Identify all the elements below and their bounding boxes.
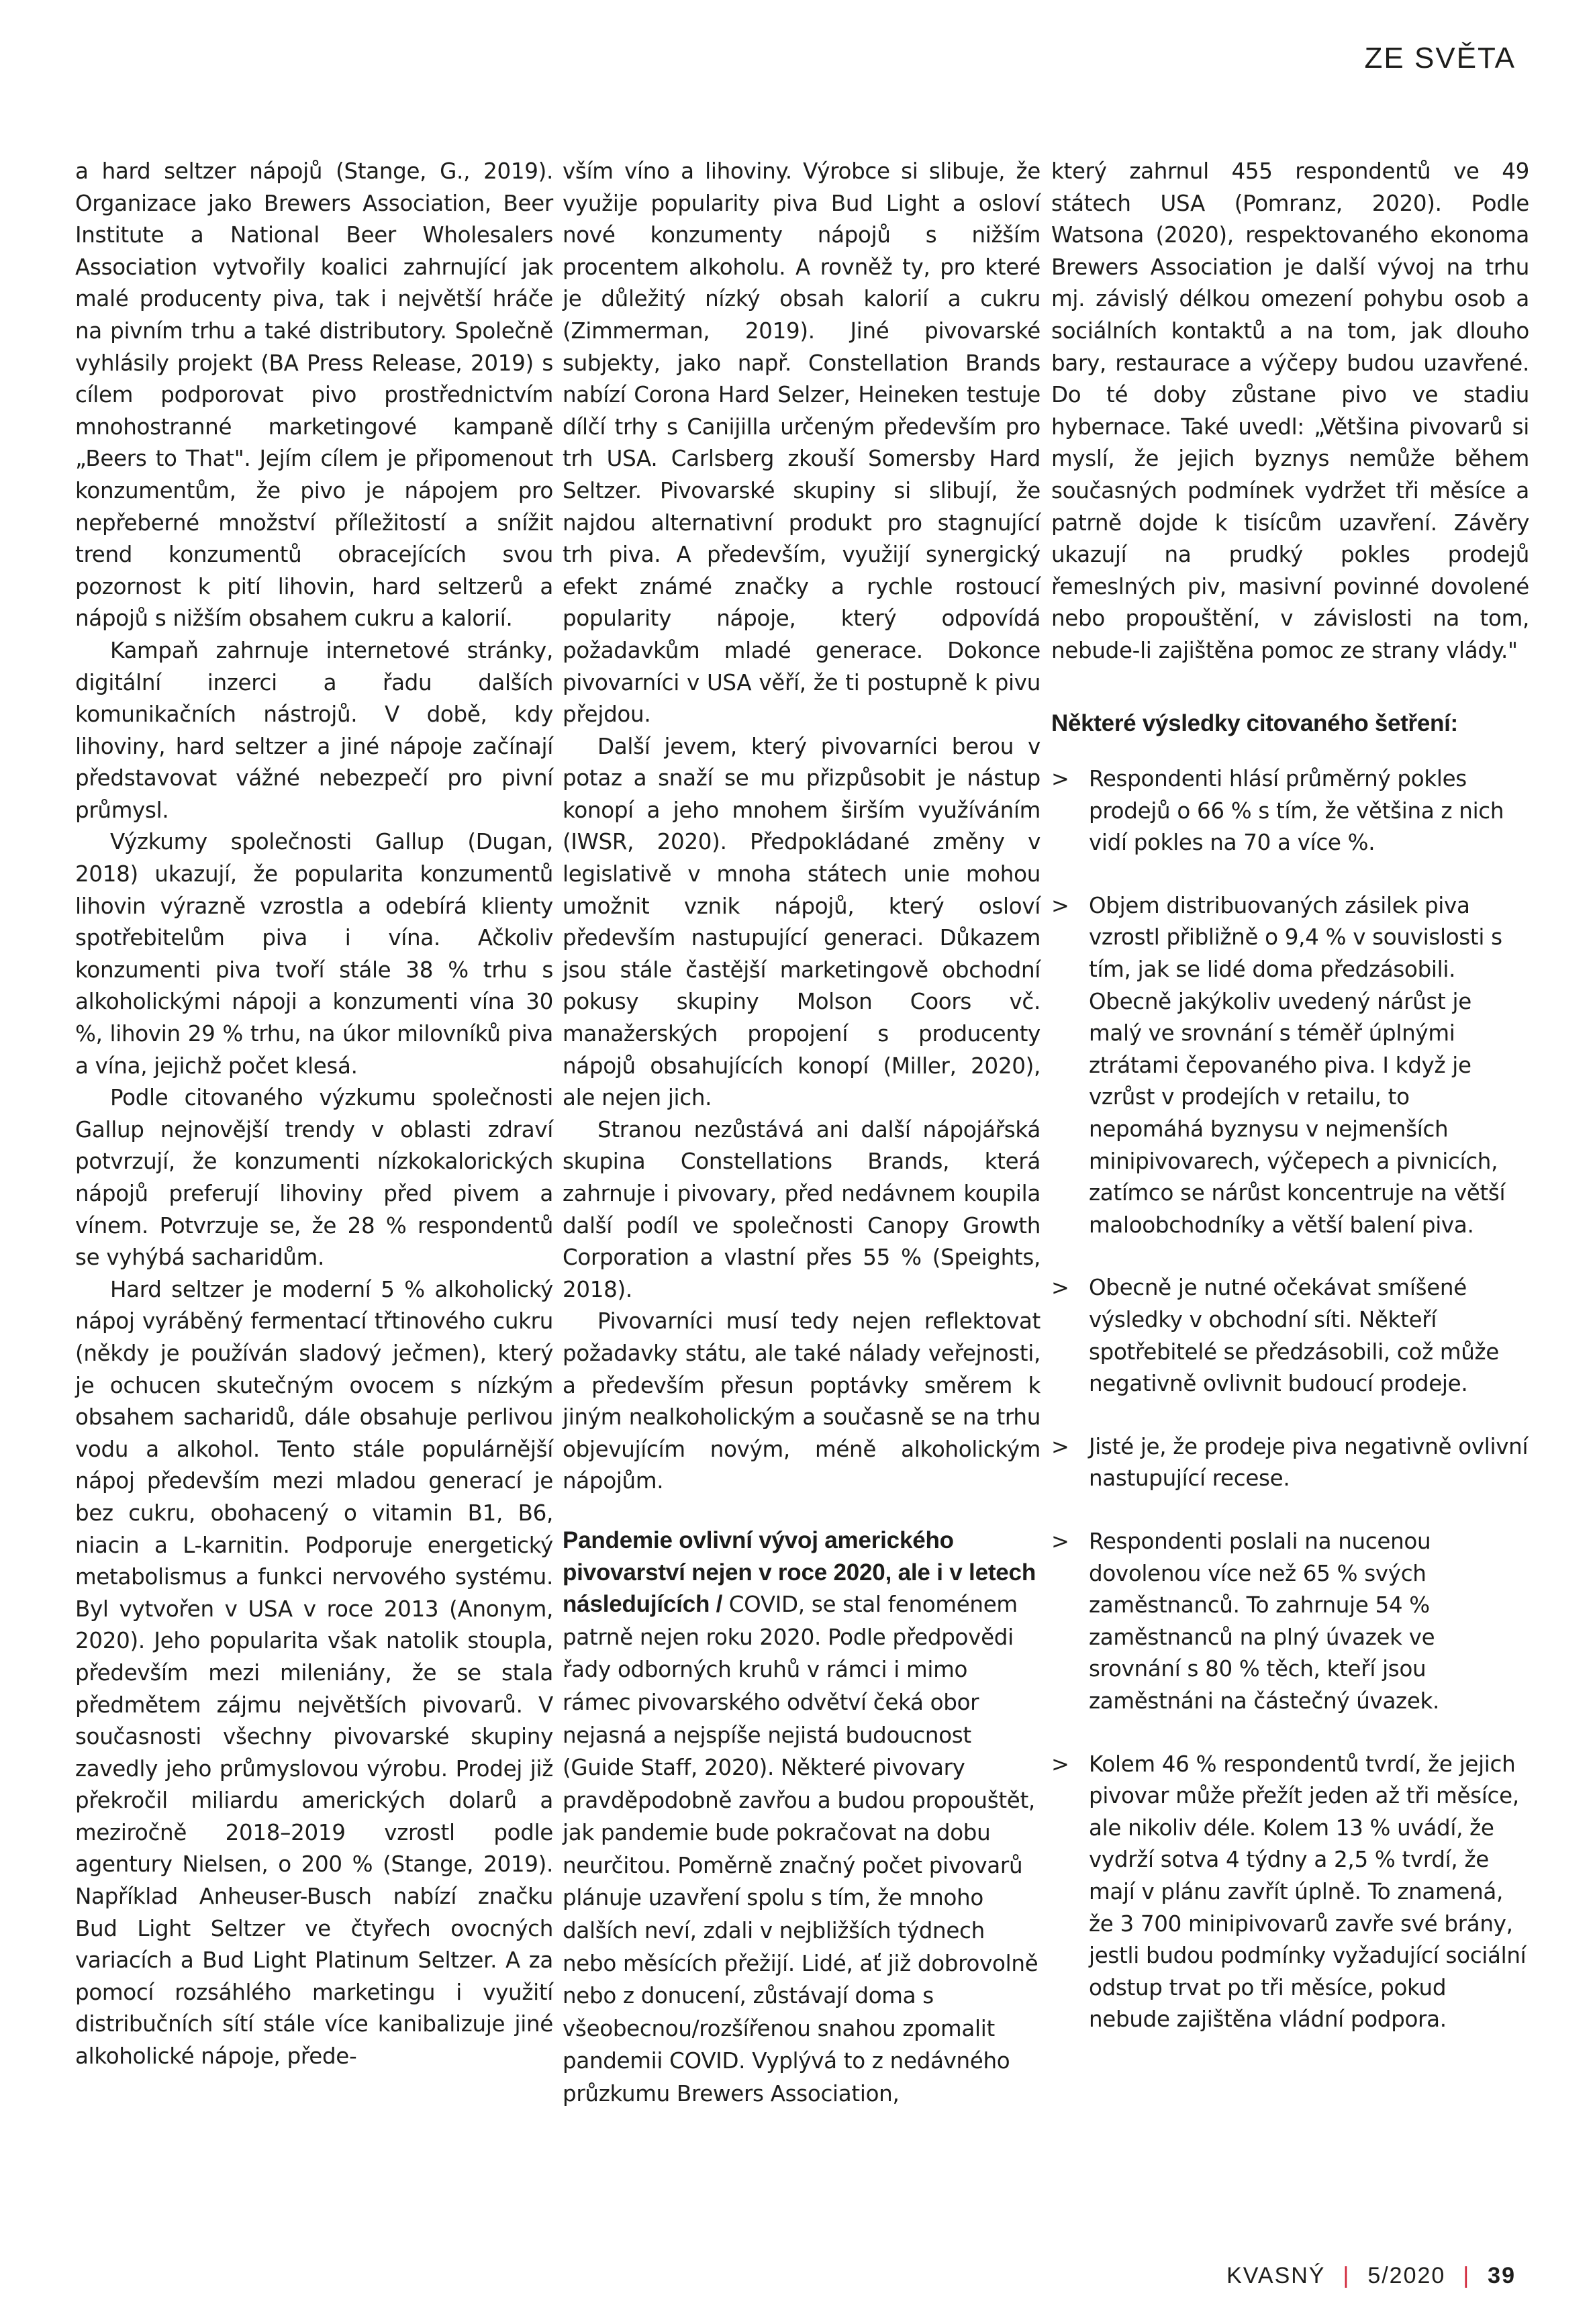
magazine-name: KVASNÝ xyxy=(1226,2263,1326,2288)
list-item-text: Obecně je nutné očekávat smíšené výsledky v obchodní síti. Někteří spotřebitelé se předzásobili, což může negativně ovlivnit budoucí prodeje. xyxy=(1089,1275,1499,1397)
column-2 xyxy=(563,156,1041,2111)
paragraph: Kampaň zahrnuje internetové stránky, digitální inzerci a řadu dalších komunikačních nástrojů. V době, kdy lihoviny, hard seltzer a jiné nápoje začínají představovat vážné nebezpečí pro pivní průmysl. xyxy=(75,637,553,823)
column-1 xyxy=(75,156,553,2073)
list-item xyxy=(1051,890,1529,1242)
paragraph: Stranou nezůstává ani další nápojářská skupina Constellations Brands, která zahrnuje i pivovary, před nedávnem koupila další podíl ve společnosti Canopy Growth Corporation a vlastní přes 55 % (Speights, 2018). xyxy=(563,1116,1041,1302)
list-item-text: Respondenti hlásí průměrný pokles prodejů o 66 % s tím, že většina z nich vidí pokles na 70 a více %. xyxy=(1089,766,1504,856)
footer-separator: | xyxy=(1463,2263,1471,2288)
list-item xyxy=(1051,1431,1529,1495)
subheading-slash: / xyxy=(710,1591,729,1618)
list-item-text: Objem distribuovaných zásilek piva vzrostl přibližně o 9,4 % v souvislosti s tím, jak se lidé doma předzásobili. Obecně jakýkoliv uvedený nárůst je malý ve srovnání s téměř úplnými ztrátami čepovaného piva. I když je vzrůst v prodejích v retailu, to nepomáhá byznysu v nejmenších minipivovarech, výčepech a pivnicích, zatímco se nárůst koncentruje na větší maloobchodníky a větší balení piva. xyxy=(1089,892,1506,1238)
chevron-right-icon: > xyxy=(1051,1528,1069,1554)
list-item xyxy=(1051,1749,1529,2036)
subheading-pandemic xyxy=(563,1524,1041,2111)
chevron-right-icon: > xyxy=(1051,1275,1069,1301)
list-item-text: Jisté je, že prodeje piva negativně ovlivní nastupující recese. xyxy=(1089,1433,1529,1492)
page-number: 39 xyxy=(1488,2263,1516,2288)
column-3 xyxy=(1051,156,1529,2067)
section-label: ZE SVĚTA xyxy=(1364,42,1516,75)
results-title: Některé výsledky citovaného šetření: xyxy=(1051,710,1458,736)
list-item xyxy=(1051,1272,1529,1400)
chevron-right-icon: > xyxy=(1051,1433,1069,1459)
paragraph: a hard seltzer nápojů (Stange, G., 2019). Organizace jako Brewers Association, Beer Institute a National Beer Wholesalers Association vytvořily koalici zahrnující jak malé producenty piva, tak i největší hráče na pivním trhu a také distributory. Společně vyhlásily projekt (BA Press Release, 2019) s cílem podporovat pivo prostřednictvím mnohostranné marketingové kampaně „Beers to That". Jejím cílem je připomenout konzumentům, že pivo je nápojem pro nepřeberné množství příležitostí a snížit trend konzumentů obracejících svou pozornost k pití lihovin, hard seltzerů a nápojů s nižším obsahem cukru a kalorií. xyxy=(75,158,553,632)
page-footer xyxy=(1226,2263,1516,2289)
subheading-title: Pandemie ovlivní vývoj amerického pivovarství nejen v roce 2020, ale i v letech následujících xyxy=(563,1527,1036,1618)
paragraph: Hard seltzer je moderní 5 % alkoholický nápoj vyráběný fermentací třtinového cukru (někdy je používán sladový ječmen), který je ochucen skutečným ovocem s nízkým obsahem sacharidů, dále obsahuje perlivou vodu a alkohol. Tento stále populárnější nápoj především mezi mladou generací je bez cukru, obohacený o vitamin B1, B6, niacin a L-karnitin. Podporuje energetický metabolismus a funkci nervového systému. Byl vytvořen v USA v roce 2013 (Anonym, 2020). Jeho popularita však natolik stoupla, především mezi mileniány, že se stala předmětem zájmu největších pivovarů. V současnosti všechny pivovarské skupiny zavedly jeho průmyslovou výrobu. Prodej již překročil miliardu amerických dolarů a meziročně 2018–2019 vzrostl podle agentury Nielsen, o 200 % (Stange, 2019). Například Anheuser-Busch nabízí značku Bud Light Seltzer ve čtyřech ovocných variacích a Bud Light Platinum Seltzer. A za pomocí rozsáhlého marketingu i využití distribučních sítí stále více kanibalizuje jiné alkoholické nápoje, přede- xyxy=(75,1276,553,2070)
paragraph: Další jevem, který pivovarníci berou v potaz a snaží se mu přizpůsobit je nástup konopí a jeho mnohem širším využíváním (IWSR, 2020). Předpokládané změny v legislativě v mnoha státech unie mohou umožnit vznik nápojů, který osloví především nastupující generaci. Důkazem jsou stále častější marketingově obchodní pokusy skupiny Molson Coors vč. manažerských propojení s producenty nápojů obsahujících konopí (Miller, 2020), ale nejen jich. xyxy=(563,733,1041,1111)
list-item xyxy=(1051,763,1529,859)
issue-number: 5/2020 xyxy=(1367,2263,1446,2288)
footer-separator: | xyxy=(1343,2263,1351,2288)
subheading-body: COVID, se stal fenoménem patrně nejen roku 2020. Podle předpovědi řady odborných kruhů v rámci i mimo rámec pivovarského odvětví čeká obor nejasná a nejspíše nejistá budoucnost (Guide Staff, 2020). Některé pivovary pravděpodobně zavřou a budou propouštět, jak pandemie bude pokračovat na dobu neurčitou. Poměrně značný počet pivovarů plánuje uzavření spolu s tím, že mnoho dalších neví, zdali v nejbližších týdnech nebo měsících přežijí. Lidé, ať již dobrovolně nebo z donucení, zůstávají doma s všeobecnou/rozšířenou snahou zpomalit pandemii COVID. Vyplývá to z nedávného průzkumu Brewers Association, xyxy=(563,1592,1038,2107)
list-item xyxy=(1051,1526,1529,1718)
paragraph: který zahrnul 455 respondentů ve 49 státech USA (Pomranz, 2020). Podle Watsona (2020), respektovaného ekonoma Brewers Association je další vývoj na trhu mj. závislý délkou omezení pohybu osob a sociálních kontaktů a na tom, jak dlouho bary, restaurace a výčepy budou uzavřené. Do té doby zůstane pivo ve stadiu hybernace. Také uvedl: „Většina pivovarů si myslí, že jejich byznys nemůže během současných podmínek vydržet tři měsíce a patrně dojde k tisícům uzavření. Závěry ukazují na prudký pokles prodejů řemeslných piv, masivní povinné dovolené nebo propouštění, v závislosti na tom, nebude-li zajištěna pomoc ze strany vlády." xyxy=(1051,158,1529,663)
paragraph: Pivovarníci musí tedy nejen reflektovat požadavky státu, ale také nálady veřejnosti, a především přesun poptávky směrem k jiným nealkoholickým a současně se na trhu objevujícím novým, méně alkoholickým nápojům. xyxy=(563,1308,1041,1494)
list-item-text: Respondenti poslali na nucenou dovolenou více než 65 % svých zaměstnanců. To zahrnuje 54 % zaměstnanců na plný úvazek ve srovnání s 80 % těch, kteří jsou zaměstnáni na částečný úvazek. xyxy=(1089,1528,1440,1714)
chevron-right-icon: > xyxy=(1051,1751,1069,1777)
chevron-right-icon: > xyxy=(1051,892,1069,918)
list-item-text: Kolem 46 % respondentů tvrdí, že jejich pivovar může přežít jeden až tři měsíce, ale nikoliv déle. Kolem 13 % uvádí, že vydrží sotva 4 týdny a 2,5 % tvrdí, že mají v plánu zavřít úplně. To znamená, že 3 700 minipivovarů zavře své brány, jestli budou podmínky vyžadující sociální odstup trvat po tři měsíce, pokud nebude zajištěna vládní podpora. xyxy=(1089,1751,1527,2033)
paragraph: Výzkumy společnosti Gallup (Dugan, 2018) ukazují, že popularita konzumentů lihovin výrazně vzrostla a odebírá klienty spotřebitelům piva i vína. Ačkoliv konzumenti piva tvoří stále 38 % trhu s alkoholickými nápoji a konzumenti vína 30 %, lihovin 29 % trhu, na úkor milovníků piva a vína, jejichž počet klesá. xyxy=(75,829,553,1079)
paragraph: Podle citovaného výzkumu společnosti Gallup nejnovější trendy v oblasti zdraví potvrzují, že konzumenti nízkokalorických nápojů preferují lihoviny před pivem a vínem. Potvrzuje se, že 28 % respondentů se vyhýbá sacharidům. xyxy=(75,1085,553,1271)
chevron-right-icon: > xyxy=(1051,766,1069,792)
paragraph: vším víno a lihoviny. Výrobce si slibuje, že využije popularity piva Bud Light a osloví nové konzumenty nápojů s nižším procentem alkoholu. A rovněž ty, pro které je důležitý nízký obsah kalorií a cukru (Zimmerman, 2019). Jiné pivovarské subjekty, jako např. Constellation Brands nabízí Corona Hard Selzer, Heineken testuje dílčí trhy s Canijilla určeným především pro trh USA. Carlsberg zkouší Somersby Hard Seltzer. Pivovarské skupiny si slibují, že najdou alternativní produkt pro stagnující trh piva. A především, využijí synergický efekt známé značky a rychle rostoucí popularity nápoje, který odpovídá požadavkům mladé generace. Dokonce pivovarníci v USA věří, že ti postupně k pivu přejdou. xyxy=(563,158,1041,728)
